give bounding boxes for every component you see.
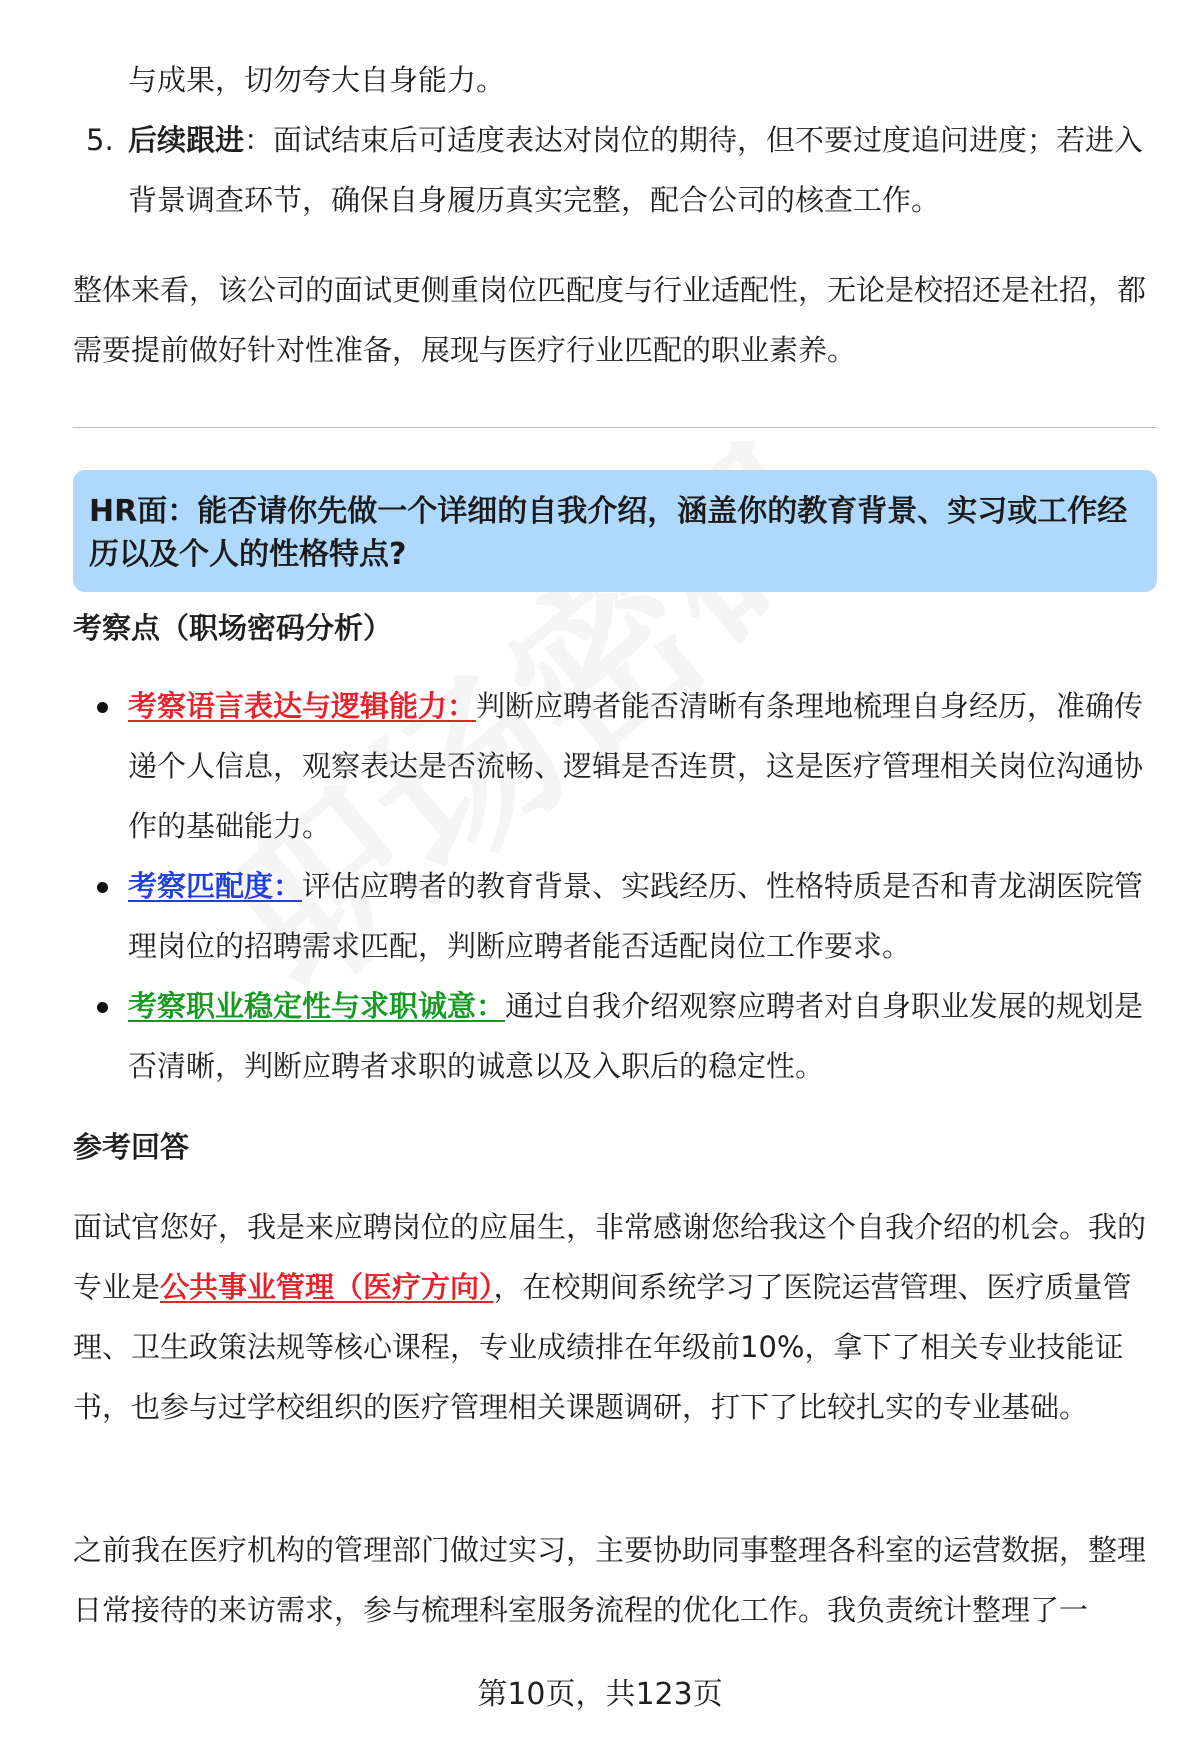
bullet-dot (97, 1002, 108, 1013)
section-divider (73, 427, 1157, 428)
analysis-item (73, 676, 1148, 856)
analysis-keyword: 考察匹配度： (128, 869, 303, 903)
list-item-content (128, 110, 1148, 230)
answer-keyword: 公共事业管理（医疗方向） (160, 1270, 494, 1304)
analysis-item (73, 976, 1148, 1096)
list-item-title: 后续跟进 (128, 123, 245, 157)
analysis-list (73, 676, 1148, 1096)
question-text: HR面：能否请你先做一个详细的自我介绍，涵盖你的教育背景、实习或工作经历以及个人的性格特点? (89, 494, 1128, 572)
summary-paragraph: 整体来看，该公司的面试更侧重岗位匹配度与行业适配性，无论是校招还是社招，都需要提前做好针对性准备，展现与医疗行业匹配的职业素养。 (73, 273, 1147, 367)
answer-text-before: 面试官您好，我是来应聘岗位的应届生，非常感谢您给我这个自我介绍的机会。我的专业是 (73, 1210, 1147, 1304)
question-callout (73, 470, 1157, 592)
analysis-text: 判断应聘者能否清晰有条理地梳理自身经历，准确传递个人信息，观察表达是否流畅、逻辑是否连贯，这是医疗管理相关岗位沟通协作的基础能力。 (128, 689, 1144, 843)
page-number: 第10页，共123页 (477, 1677, 723, 1712)
answer-heading: 参考回答 (73, 1130, 190, 1164)
analysis-heading: 考察点（职场密码分析） (73, 611, 393, 645)
list-item-text: 面试结束后可适度表达对岗位的期待，但不要过度追问进度；若进入背景调查环节，确保自身履历真实完整，配合公司的核查工作。 (128, 123, 1144, 217)
analysis-keyword: 考察语言表达与逻辑能力： (128, 689, 477, 723)
analysis-text: 通过自我介绍观察应聘者对自身职业发展的规划是否清晰，判断应聘者求职的诚意以及入职后的稳定性。 (128, 989, 1144, 1083)
list-number: 5. (86, 123, 114, 157)
analysis-keyword: 考察职业稳定性与求职诚意： (128, 989, 506, 1023)
bullet-dot (97, 882, 108, 893)
answer-text-after: ，在校期间系统学习了医院运营管理、医疗质量管理、卫生政策法规等核心课程，专业成绩排在年级前10%，拿下了相关专业技能证书，也参与过学校组织的医疗管理相关课题调研，打下了比较扎实的专业基础。 (73, 1270, 1132, 1424)
analysis-text: 评估应聘者的教育背景、实践经历、性格特质是否和青龙湖医院管理岗位的招聘需求匹配，判断应聘者能否适配岗位工作要求。 (128, 869, 1144, 963)
list-item-continuation: 与成果，切勿夸大自身能力。 (128, 63, 506, 97)
analysis-item (73, 856, 1148, 976)
bullet-dot (97, 702, 108, 713)
list-item-colon: ： (244, 123, 274, 157)
answer-paragraph-1 (73, 1197, 1153, 1437)
answer-paragraph-2: 之前我在医疗机构的管理部门做过实习，主要协助同事整理各科室的运营数据，整理日常接待的来访需求，参与梳理科室服务流程的优化工作。我负责统计整理了一 (73, 1533, 1147, 1627)
